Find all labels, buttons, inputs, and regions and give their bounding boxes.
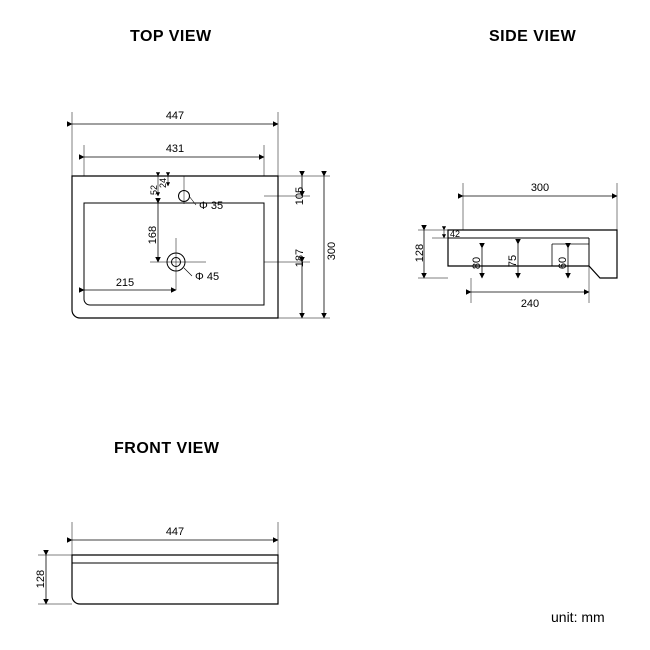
dim-side-42: 42 xyxy=(450,229,461,239)
dim-front-447: 447 xyxy=(165,526,185,538)
dim-top-24: 24 xyxy=(158,177,168,189)
dim-top-phi35: Φ 35 xyxy=(199,200,224,212)
dim-side-128: 128 xyxy=(414,243,426,263)
side-view-dimensions xyxy=(414,182,617,310)
dim-top-105: 105 xyxy=(294,186,306,206)
dim-top-phi45: Φ 45 xyxy=(195,271,220,283)
side-view-title: SIDE VIEW xyxy=(489,28,577,45)
side-view-geometry xyxy=(448,230,617,278)
dim-side-300: 300 xyxy=(530,182,550,194)
dim-side-80: 80 xyxy=(471,256,483,270)
dim-top-187: 187 xyxy=(294,248,306,268)
dim-side-75: 75 xyxy=(507,254,519,268)
dim-side-240: 240 xyxy=(520,298,540,310)
dim-top-52: 52 xyxy=(149,184,159,196)
dim-front-128: 128 xyxy=(35,569,47,589)
dim-top-215: 215 xyxy=(115,277,135,289)
front-view-title: FRONT VIEW xyxy=(114,440,220,457)
dim-top-168: 168 xyxy=(147,225,159,245)
dim-top-431: 431 xyxy=(165,143,185,155)
top-view-geometry xyxy=(72,176,278,318)
dim-top-300: 300 xyxy=(326,241,338,261)
dim-side-60: 60 xyxy=(557,256,569,270)
top-view-title: TOP VIEW xyxy=(130,28,212,45)
front-view-geometry xyxy=(72,555,278,604)
dim-top-447: 447 xyxy=(165,110,185,122)
top-view-dimensions xyxy=(72,110,338,318)
unit-note: unit: mm xyxy=(551,609,605,625)
